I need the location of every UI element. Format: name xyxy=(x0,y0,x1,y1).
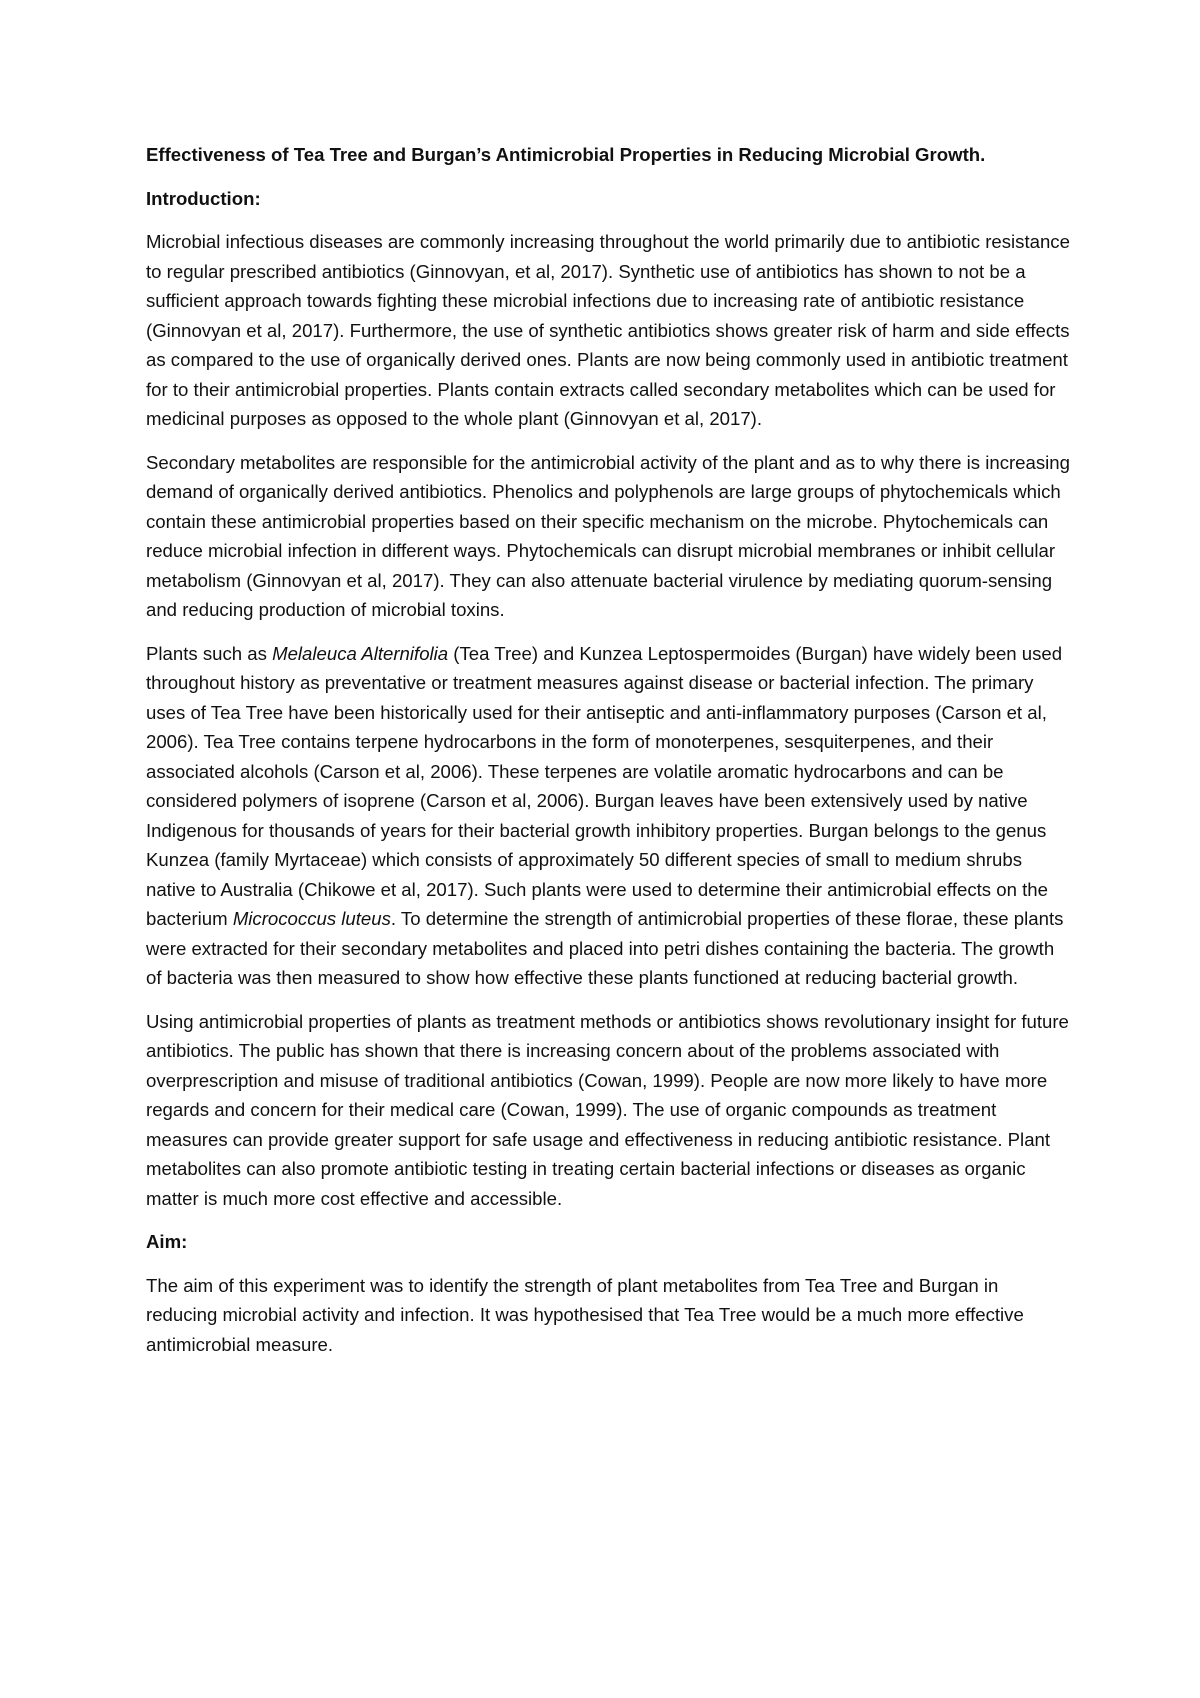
species-name-bacterium: Micrococcus luteus xyxy=(232,908,391,929)
paragraph-text: . To determine the strength of antimicrobial properties of these florae, these plants were extracted for their secondary metabolites and placed into petri dishes containing the bacteria. The growth of bacteria was then measured to show how effective these plants functioned at reducing bacterial growth. xyxy=(146,908,1064,988)
introduction-heading: Introduction: xyxy=(146,187,261,209)
paragraph-text: Microbial infectious diseases are commonly increasing throughout the world primarily due to antibiotic resistance to regular prescribed antibiotics (Ginnovyan, et al, 2017). Synthetic use of antibiotics has shown to not be a sufficient approach towards fighting these microbial infections due to increasing rate of antibiotic resistance (Ginnovyan et al, 2017). Furthermore, the use of synthetic antibiotics shows greater risk of harm and side effects as compared to the use of organically derived ones. Plants are now being commonly used in antibiotic treatment for to their antimicrobial properties. Plants contain extracts called secondary metabolites which can be used for medicinal purposes as opposed to the whole plant (Ginnovyan et al, 2017). xyxy=(146,231,1070,429)
aim-heading: Aim: xyxy=(146,1231,188,1252)
paragraph-text: (Tea Tree) and Kunzea Leptospermoides (Burgan) have widely been used throughout history as preventative or treatment measures against disease or bacterial infection. The primary uses of Tea Tree have been historically used for their antiseptic and anti-inflammatory purposes (Carson et al, 2006). Tea Tree contains terpene hydrocarbons in the form of monoterpenes, sesquiterpenes, and their associated alcohols (Carson et al, 2006). These terpenes are volatile aromatic hydrocarbons and can be considered polymers of isoprene (Carson et al, 2006). Burgan leaves have been extensively used by native Indigenous for thousands of years for their bacterial growth inhibitory properties. Burgan belongs to the genus Kunzea (family Myrtaceae) which consists of approximately 50 different species of small to medium shrubs native to Australia (Chikowe et al, 2017). Such plants were used to determine their antimicrobial effects on the bacterium xyxy=(146,642,1063,929)
species-name-tea-tree: Melaleuca Alternifolia xyxy=(272,642,449,664)
introduction-paragraph-4 xyxy=(146,1007,1070,1214)
introduction-paragraph-3 xyxy=(146,639,1070,993)
paragraph-text: Secondary metabolites are responsible for the antimicrobial activity of the plant and as to why there is increasing demand of organically derived antibiotics. Phenolics and polyphenols are large groups of phytochemicals which contain these antimicrobial properties based on their specific mechanism on the microbe. Phytochemicals can reduce microbial infection in different ways. Phytochemicals can disrupt microbial membranes or inhibit cellular metabolism (Ginnovyan et al, 2017). They can also attenuate bacterial virulence by mediating quorum-sensing and reducing production of microbial toxins. xyxy=(146,451,1070,620)
paragraph-text: Using antimicrobial properties of plants as treatment methods or antibiotics shows revolutionary insight for future antibiotics. The public has shown that there is increasing concern about of the problems associated with overprescription and misuse of traditional antibiotics (Cowan, 1999). People are now more likely to have more regards and concern for their medical care (Cowan, 1999). The use of organic compounds as treatment measures can provide greater support for safe usage and effectiveness in reducing antibiotic resistance. Plant metabolites can also promote antibiotic testing in treating certain bacterial infections or diseases as organic matter is much more cost effective and accessible. xyxy=(146,1010,1069,1209)
introduction-paragraph-2 xyxy=(146,448,1070,625)
aim-paragraph: The aim of this experiment was to identify the strength of plant metabolites from Tea Tree and Burgan in reducing microbial activity and infection. It was hypothesised that Tea Tree would be a much more effective antimicrobial measure. xyxy=(146,1274,1024,1355)
introduction-body xyxy=(146,227,1070,1213)
introduction-paragraph-1 xyxy=(146,227,1070,434)
document-page xyxy=(146,140,1070,1373)
document-title: Effectiveness of Tea Tree and Burgan’s Antimicrobial Properties in Reducing Microbial Growth. xyxy=(146,144,986,165)
paragraph-text: Plants such as xyxy=(146,642,273,664)
